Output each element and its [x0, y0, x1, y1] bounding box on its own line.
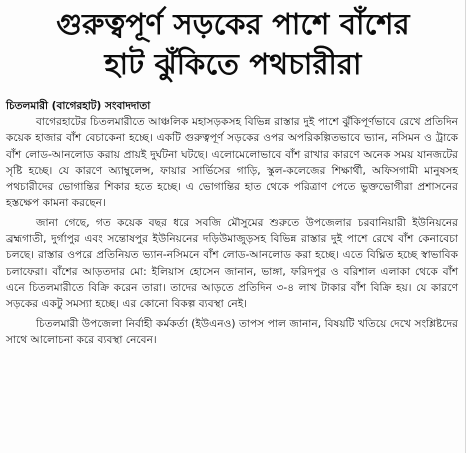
article-headline [0, 4, 466, 84]
article-body [6, 114, 458, 348]
headline-line-2: হাট ঝুঁকিতে পথচারীরা [104, 47, 362, 81]
article-paragraph [6, 114, 458, 212]
headline-line-1: গুরুত্বপূর্ণ সড়কের পাশে বাঁশের [56, 7, 410, 41]
article-paragraph [6, 215, 458, 313]
article-paragraph [6, 316, 458, 349]
paragraph-text: চিতলমারী উপজেলা নির্বাহী কর্মকর্তা (ইউএনও) তাপস পাল জানান, বিষয়টি খতিয়ে দেখে সংশ্লিষ্টদের সাথে আলোচনা করে ব্যবস্থা নেবেন। [6, 317, 458, 346]
article-byline: চিতলমারী (বাগেরহাট) সংবাদদাতা [6, 100, 151, 112]
paragraph-text: জানা গেছে, গত কয়েক বছর ধরে সবজি মৌসুমের শুরুতে উপজেলার চরবানিয়ারী ইউনিয়নের ব্রহ্মগাতী, দুর্গাপুর এবং সন্তোষপুর ইউনিয়নের দড়িউমাজুড়সহ বিভিন্ন রাস্তার দুই পাশে রেখে বাঁশ কেনাবেচা চলছে। রাস্তার ওপরে প্রতিনিয়ত ভ্যান-নসিমনে বাঁশ লোড-আনলোড করা হচ্ছে। এতে বিঘ্নিত হচ্ছে স্বাভাবিক চলাফেরা। বাঁশের আড়তদার মো: ইলিয়াস হোসেন জানান, ভাঙ্গা, ফরিদপুর ও বরিশাল এলাকা থেকে বাঁশ এনে চিতলমারীতে বিক্রি করেন তারা। তাদের আড়তে প্রতিদিন ৩-৪ লাখ টাকার বাঁশ বিক্রি হয়। যে কারণে সড়কের একটু সমস্যা হচ্ছে। এর কোনো বিকল্প ব্যবস্থা নেই। [6, 216, 458, 311]
paragraph-text: বাগেরহাটের চিতলমারীতে আঞ্চলিক মহাসড়কসহ বিভিন্ন রাস্তার দুই পাশে ঝুঁকিপূর্ণভাবে রেখে প্রতিদিন কয়েক হাজার বাঁশ বেচাকেনা হচ্ছে। একটি গুরুত্বপূর্ণ সড়কের ওপর অপরিকল্পিতভাবে ভ্যান, নসিমন ও ট্রাকে বাঁশ লোড-আনলোড করায় প্রায়ই দুর্ঘটনা ঘটছে। এলোমেলোভাবে বাঁশ রাখার কারণে অনেক সময় যানজটের সৃষ্টি হচ্ছে। যে কারণে অ্যাম্বুলেন্স, ফায়ার সার্ভিসের গাড়ি, স্কুল-কলেজের শিক্ষার্থী, অফিসগামী মানুষসহ পথচারীদের ভোগান্তির শিকার হতে হচ্ছে। এ ভোগান্তির হাত থেকে পরিত্রাণ পেতে ভুক্তভোগীরা প্রশাসনের হস্তক্ষেপ কামনা করছেন। [6, 116, 458, 210]
